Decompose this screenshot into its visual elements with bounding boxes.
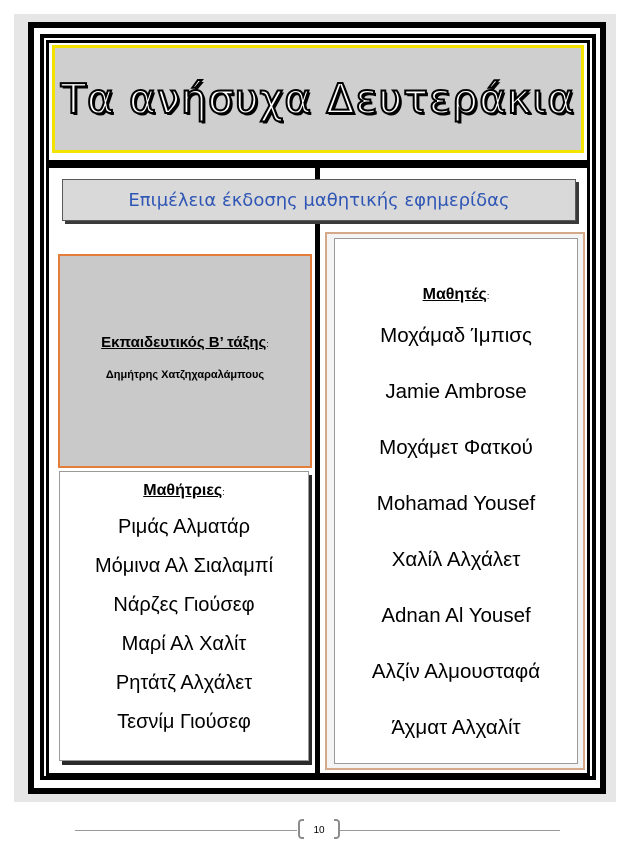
list-item: Ρητάτζ Αλχάλετ	[115, 672, 253, 694]
subtitle-banner	[62, 179, 576, 221]
list-item: Μαρί Αλ Χαλίτ	[121, 633, 247, 655]
footer-rule-right	[340, 830, 560, 831]
bracket-right-icon	[334, 819, 340, 839]
list-item: Adnan Al Yousef	[381, 604, 531, 627]
list-item: Jamie Ambrose	[385, 380, 527, 403]
subtitle: Επιμέλεια έκδοσης μαθητικής εφημερίδας	[128, 189, 510, 211]
list-item: Αλζίν Αλμουσταφά	[371, 660, 541, 683]
list-item: Άχματ Αλχαλίτ	[391, 716, 521, 739]
teacher-name: Δημήτρης Χατζηχαραλάμπους	[105, 369, 265, 381]
list-item: Χαλίλ Αλχάλετ	[391, 548, 521, 571]
teacher-heading: Εκπαιδευτικός Β’ τάξης:	[101, 334, 269, 351]
students-box	[334, 238, 578, 764]
list-item: Νάρζες Γιούσεφ	[113, 594, 255, 616]
students-heading: Μαθητές:	[422, 286, 490, 303]
page-number: 10	[313, 824, 325, 836]
list-item: Mohamad Yousef	[376, 492, 536, 515]
girls-heading: Μαθήτριες:	[143, 482, 225, 499]
header-divider	[46, 160, 590, 168]
girls-list	[60, 508, 308, 742]
footer-rule-left	[75, 830, 297, 831]
girls-box	[59, 471, 309, 761]
bracket-left-icon	[298, 819, 304, 839]
newspaper-title: Τα ανήσυχα Δευτεράκια	[60, 75, 576, 123]
list-item: Μοχάμετ Φατκού	[379, 436, 533, 459]
list-item: Τεσνίμ Γιούσεφ	[117, 711, 251, 733]
list-item: Μόμινα Αλ Σιαλαμπί	[94, 555, 274, 577]
students-list	[335, 308, 577, 756]
page-number-badge	[298, 819, 340, 841]
title-banner	[52, 45, 584, 153]
list-item: Ριμάς Αλματάρ	[118, 516, 250, 538]
column-divider	[315, 168, 320, 776]
list-item: Μοχάμαδ Ίμπισς	[380, 324, 532, 347]
teacher-box	[58, 254, 312, 468]
